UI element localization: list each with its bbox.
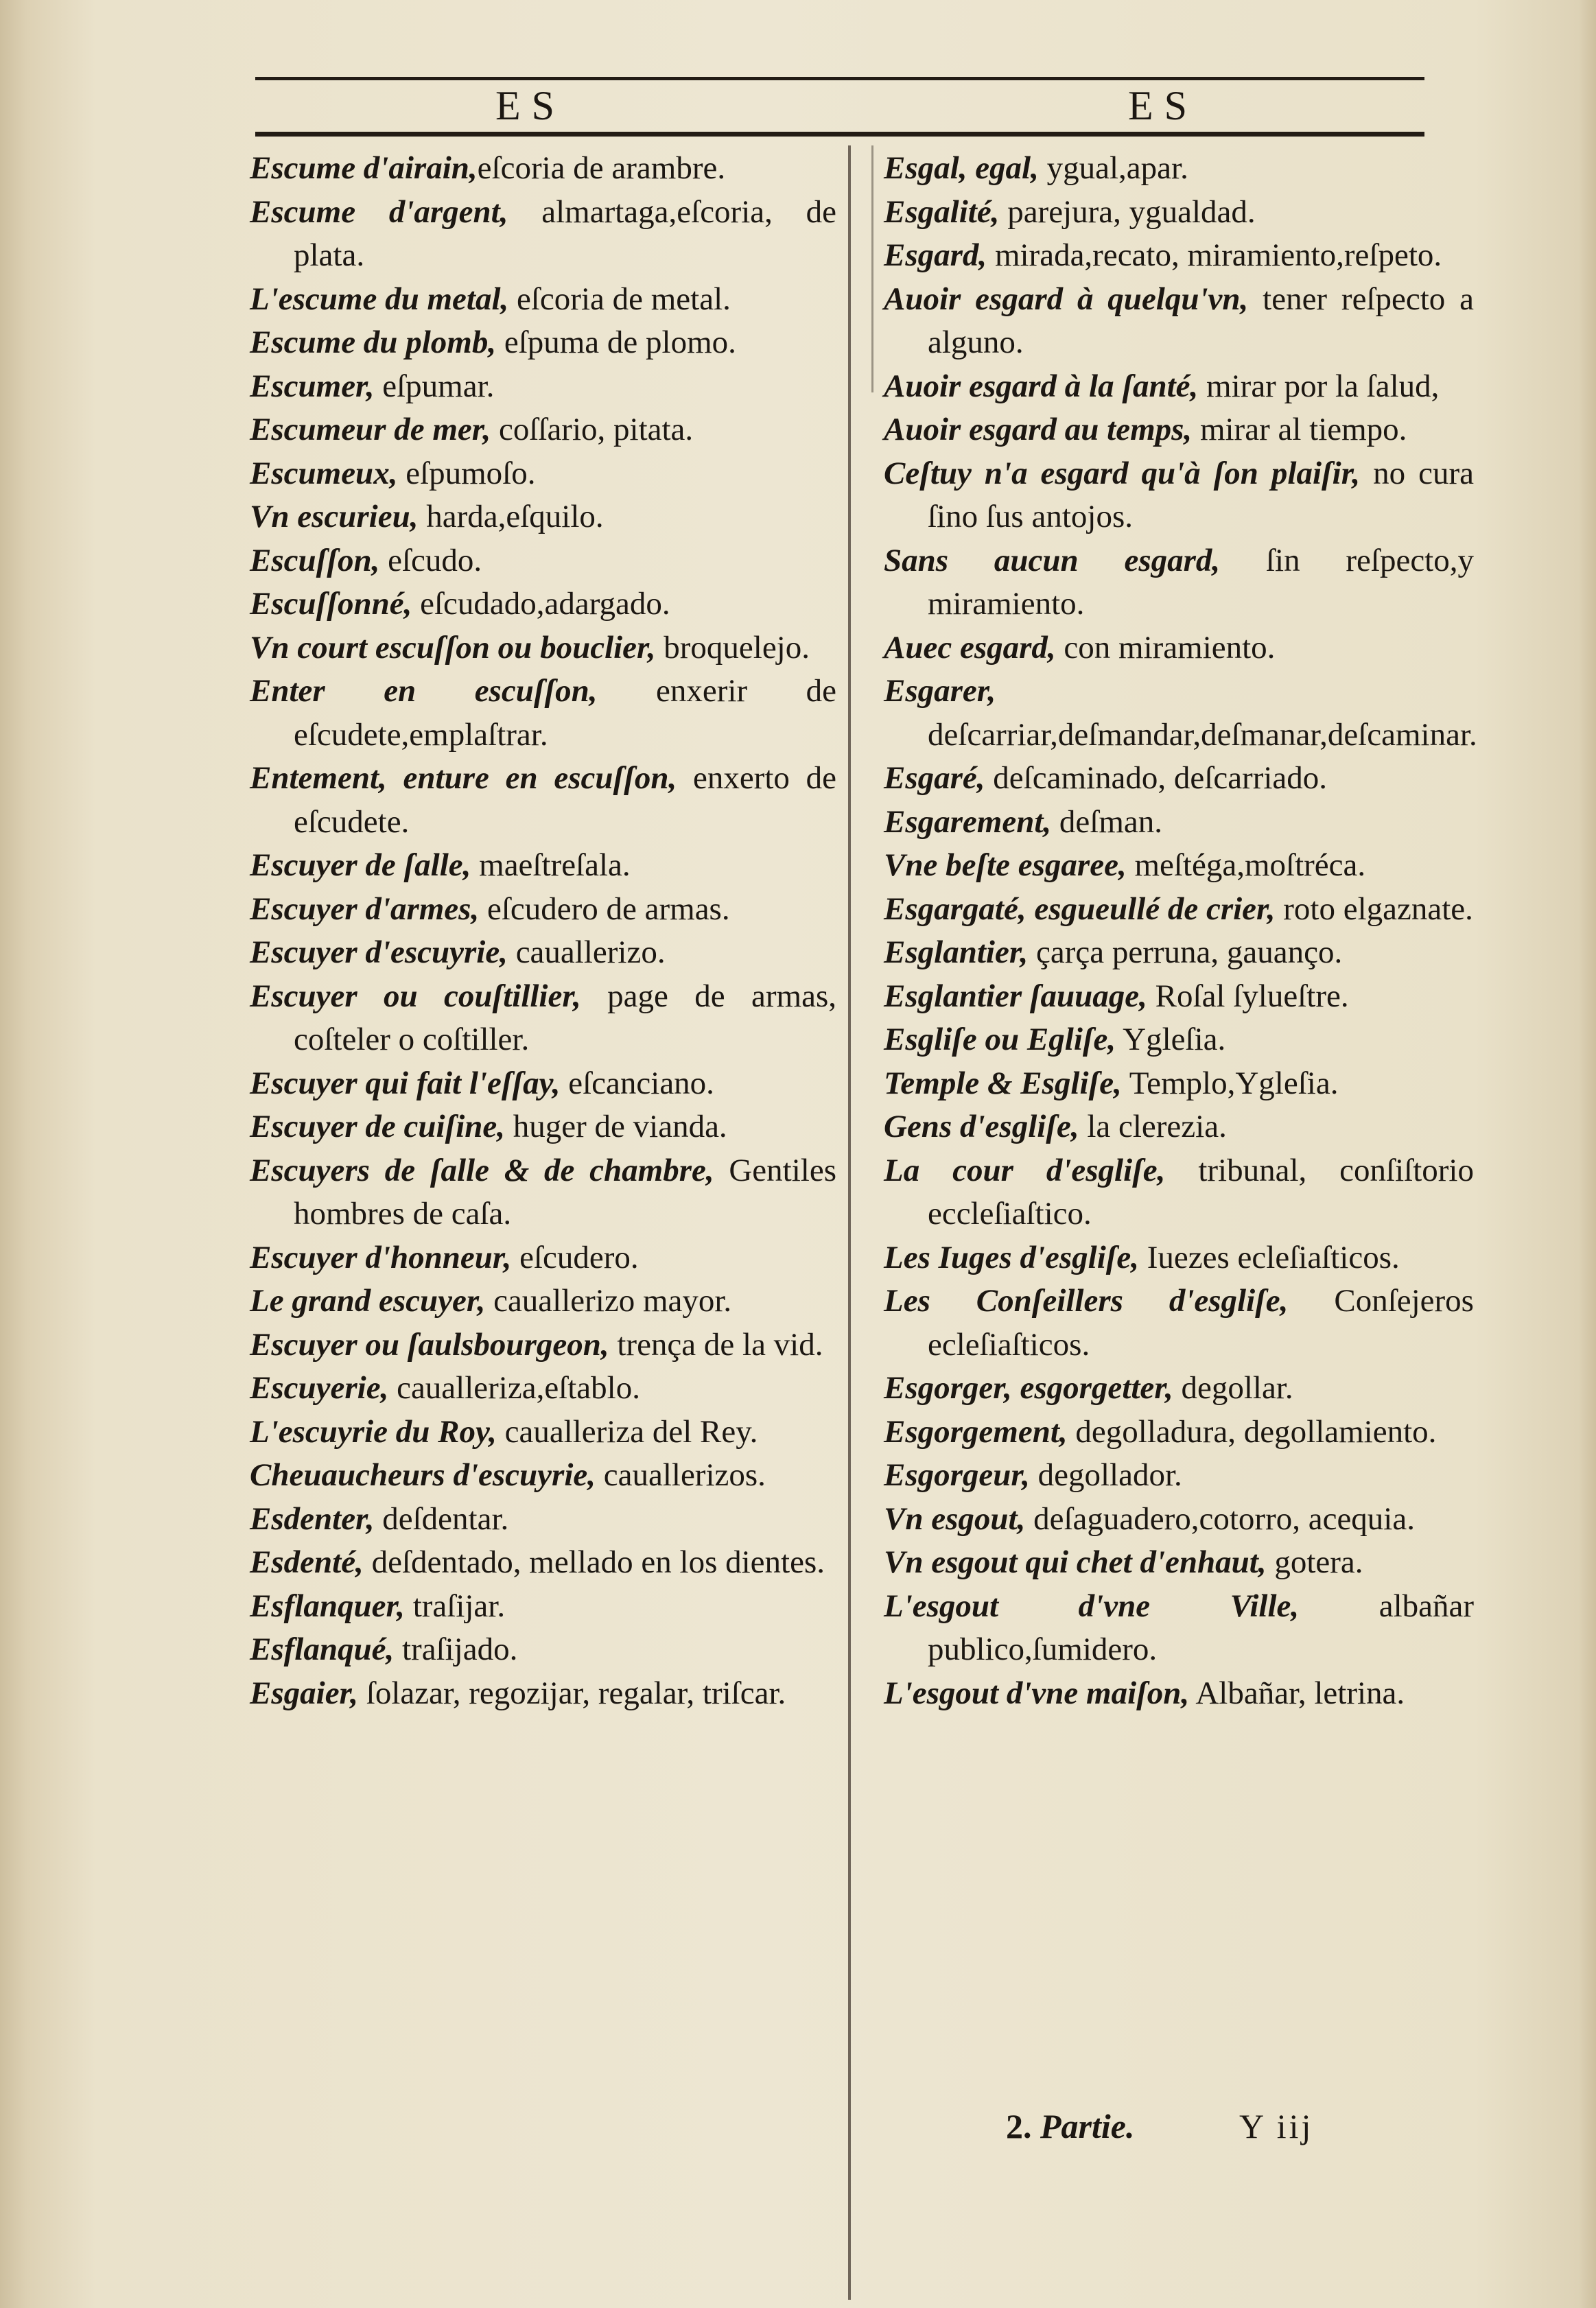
running-head-left: ES (495, 83, 566, 128)
entry-headword: L'escume du metal, (250, 281, 509, 317)
dictionary-entry (250, 191, 836, 278)
entry-headword: Esgargaté, esgueullé de crier, (884, 891, 1276, 927)
entry-headword: Esgarement, (884, 803, 1052, 840)
dictionary-entry (250, 1541, 836, 1585)
entry-translation: caualleriza,eſtablo. (388, 1370, 640, 1406)
entry-headword: Escuſſonné, (250, 586, 412, 622)
entry-headword: Escuyers de ſalle & de chambre, (250, 1152, 714, 1188)
entry-headword: Les Conſeillers d'esgliſe, (884, 1283, 1289, 1319)
entry-headword: Vn esgout, (884, 1500, 1026, 1537)
entry-translation: Templo,Ygleſia. (1121, 1065, 1339, 1101)
dictionary-entry (884, 1280, 1474, 1367)
entry-headword: Esglantier, (884, 934, 1029, 970)
entry-headword: Esgard, (884, 237, 987, 273)
entry-translation: trença de la vid. (609, 1326, 823, 1363)
entry-translation: maeſtreſala. (471, 847, 631, 883)
entry-translation: Conſejeros ecleſiaſticos. (928, 1283, 1474, 1363)
entry-headword: L'escuyrie du Roy, (250, 1413, 497, 1450)
entry-headword: Vne beſte esgaree, (884, 847, 1127, 883)
entry-headword: L'esgout d'vne Ville, (884, 1588, 1300, 1624)
dictionary-entry (250, 1149, 836, 1236)
entry-translation: no cura ſino ſus antojos. (928, 455, 1475, 534)
dictionary-entry (250, 278, 836, 322)
entry-translation: enxerto de eſcudete. (294, 760, 837, 840)
entry-headword: Vn esgout qui chet d'enhaut, (884, 1544, 1267, 1580)
dictionary-entry (884, 1236, 1474, 1280)
entry-translation: harda,eſquilo. (418, 499, 604, 534)
header-rule (255, 132, 1424, 137)
entry-translation: traſijado. (394, 1632, 518, 1667)
entry-headword: Gens d'esgliſe, (884, 1109, 1079, 1144)
entry-headword: Vn court escuſſon ou bouclier, (250, 629, 656, 666)
entry-headword: Esdenté, (250, 1544, 364, 1580)
entry-translation: eſcudo. (379, 542, 482, 578)
entry-headword: Vn escurieu, (250, 499, 419, 534)
entry-headword: L'esgout d'vne maiſon, (884, 1675, 1190, 1711)
entry-translation: eſcudero. (511, 1239, 639, 1275)
entry-translation: deſman. (1051, 803, 1163, 840)
entry-translation: çarça perruna, gauanço. (1028, 934, 1343, 970)
entry-headword: Esglantier ſauuage, (884, 978, 1147, 1014)
entry-translation: cauallerizo. (507, 934, 666, 970)
left-column (250, 147, 836, 1715)
right-column (884, 147, 1477, 1715)
entry-translation: meſtéga,moſtréca. (1126, 847, 1366, 883)
entry-headword: Esgliſe ou Egliſe, (884, 1022, 1116, 1057)
entry-headword: Escuyer d'honneur, (250, 1239, 512, 1275)
entry-headword: Auoir esgard à quelqu'vn, (884, 281, 1249, 317)
dictionary-entry (884, 1411, 1474, 1455)
margin-mark (871, 145, 873, 392)
entry-translation: broquelejo. (655, 629, 810, 666)
entry-translation: ygual,apar. (1038, 150, 1188, 186)
footer-part (1006, 2102, 1134, 2150)
entry-translation: deſcaminado, deſcarriado. (985, 760, 1328, 796)
dictionary-entry (884, 1585, 1474, 1672)
entry-headword: Esgalité, (884, 193, 1000, 230)
entry-headword: Les Iuges d'esgliſe, (884, 1239, 1140, 1275)
dictionary-entry (884, 975, 1474, 1019)
dictionary-entry (250, 931, 836, 975)
entry-translation: tener reſpecto a alguno. (928, 281, 1474, 360)
part-number: 2. (1006, 2107, 1032, 2145)
entry-translation: la clerezia. (1079, 1109, 1227, 1144)
entry-translation: mirar por la ſalud, (1198, 368, 1440, 404)
entry-translation: cauallerizos. (596, 1457, 766, 1493)
entry-translation: page de armas, coſteler o coſtiller. (294, 978, 836, 1057)
entry-translation: eſpuma de plomo. (496, 325, 736, 360)
entry-translation: traſijar. (404, 1588, 506, 1624)
dictionary-entry (884, 365, 1474, 409)
entry-headword: Escuyerie, (250, 1370, 389, 1406)
dictionary-entry (250, 452, 836, 496)
dictionary-entry (250, 1105, 836, 1149)
entry-translation: eſcudero de armas. (479, 891, 730, 927)
entry-translation: degollar. (1173, 1370, 1293, 1406)
dictionary-entry (884, 408, 1474, 452)
dictionary-entry (250, 1411, 836, 1455)
entry-headword: Enter en escuſſon, (250, 673, 598, 709)
signature-mark: Y iij (1239, 2107, 1314, 2145)
entry-translation: deſdentar. (374, 1500, 509, 1537)
entry-translation: Ygleſia. (1116, 1022, 1226, 1057)
entry-translation: deſcarriar,deſmandar,deſmanar,deſcaminar. (928, 716, 1477, 753)
dictionary-entry (250, 1367, 836, 1411)
entry-headword: Escumer, (250, 368, 375, 404)
dictionary-entry (250, 321, 836, 365)
entry-headword: Esgal, egal, (884, 150, 1039, 186)
entry-translation: ſin reſpecto,y miramiento. (928, 542, 1474, 622)
dictionary-entry (250, 888, 836, 932)
entry-translation: ſolazar, regozijar, regalar, triſcar. (358, 1675, 786, 1711)
entry-headword: Escuyer ou ſaulsbourgeon, (250, 1326, 609, 1363)
entry-headword: Escumeur de mer, (250, 412, 491, 447)
dictionary-entry (250, 1672, 836, 1716)
entry-translation: deſdentado, mellado en los dientes. (363, 1544, 825, 1580)
dictionary-entry (250, 626, 836, 670)
dictionary-entry (250, 147, 836, 191)
entry-translation: parejura, ygualdad. (999, 193, 1256, 230)
entry-translation: eſcanciano. (560, 1065, 714, 1101)
entry-headword: Cheuaucheurs d'escuyrie, (250, 1457, 596, 1493)
entry-headword: Escuyer ou couſtillier, (250, 978, 581, 1014)
dictionary-entry (884, 757, 1474, 801)
running-head-right: ES (1128, 83, 1199, 128)
entry-translation: huger de vianda. (505, 1109, 727, 1144)
entry-translation: coſſario, pitata. (491, 412, 694, 447)
entry-headword: Escuyer de cuiſine, (250, 1109, 506, 1144)
dictionary-entry (884, 278, 1474, 365)
entry-headword: Esgaier, (250, 1675, 359, 1711)
entry-headword: Esdenter, (250, 1500, 375, 1537)
dictionary-entry (884, 1498, 1474, 1542)
dictionary-entry (884, 844, 1474, 888)
dictionary-entry (884, 452, 1474, 539)
entry-headword: Le grand escuyer, (250, 1283, 486, 1319)
entry-headword: Esflanqué, (250, 1632, 395, 1667)
entry-headword: Auoir esgard à la ſanté, (884, 368, 1199, 404)
dictionary-entry (250, 1323, 836, 1367)
dictionary-entry (250, 1498, 836, 1542)
dictionary-entry (250, 975, 836, 1062)
entry-headword: Escume du plomb, (250, 325, 497, 360)
dictionary-entry (884, 234, 1474, 278)
dictionary-entry (884, 888, 1474, 932)
dictionary-entry (250, 495, 836, 539)
entry-headword: Escuſſon, (250, 542, 380, 578)
entry-headword: Esgaré, (884, 760, 985, 796)
entry-translation: Albañar, letrina. (1189, 1675, 1405, 1711)
dictionary-entry (250, 757, 836, 844)
entry-translation: Gentiles hombres de caſa. (294, 1152, 836, 1232)
dictionary-entry (250, 539, 836, 583)
entry-headword: Esgorgement, (884, 1413, 1068, 1450)
entry-headword: Escuyer qui fait l'eſſay, (250, 1065, 561, 1101)
dictionary-entry (250, 1062, 836, 1106)
dictionary-entry (250, 1236, 836, 1280)
entry-headword: Esgarer, (884, 673, 996, 709)
entry-headword: La cour d'esgliſe, (884, 1152, 1166, 1188)
entry-headword: Esgorger, esgorgetter, (884, 1370, 1173, 1406)
entry-headword: Esgorgeur, (884, 1457, 1030, 1493)
entry-headword: Esflanquer, (250, 1588, 405, 1624)
entry-headword: Escuyer d'armes, (250, 891, 480, 927)
dictionary-entry (250, 1628, 836, 1672)
dictionary-entry (884, 147, 1474, 191)
entry-headword: Escumeux, (250, 455, 398, 491)
entry-headword: Auoir esgard au temps, (884, 412, 1193, 447)
entry-translation: gotera. (1266, 1544, 1363, 1580)
entry-translation: albañar publico,ſumidero. (928, 1588, 1475, 1667)
dictionary-entry (884, 1541, 1474, 1585)
dictionary-entry (884, 1149, 1474, 1236)
entry-translation: roto elgaznate. (1275, 891, 1473, 927)
entry-translation: Iuezes ecleſiaſticos. (1139, 1239, 1400, 1275)
entry-headword: Auec esgard, (884, 629, 1056, 666)
dictionary-entry (250, 365, 836, 409)
entry-translation: eſcudado,adargado. (412, 586, 670, 622)
dictionary-entry (250, 408, 836, 452)
entry-translation: tribunal, conſiſtorio eccleſiaſtico. (928, 1152, 1474, 1232)
dictionary-entry (884, 1367, 1474, 1411)
dictionary-entry (884, 1105, 1474, 1149)
entry-headword: Ceſtuy n'a esgard qu'à ſon plaiſir, (884, 455, 1361, 491)
dictionary-entry (884, 801, 1474, 845)
entry-translation: mirar al tiempo. (1192, 412, 1407, 447)
dictionary-entry (884, 1018, 1474, 1062)
entry-translation: enxerir de eſcudete,emplaſtrar. (294, 673, 836, 753)
dictionary-entry (884, 1454, 1474, 1498)
dictionary-entry (884, 626, 1474, 670)
dictionary-entry (884, 1672, 1474, 1716)
entry-translation: almartaga,eſcoria, de plata. (294, 193, 836, 273)
entry-translation: eſpumoſo. (397, 455, 536, 491)
entry-translation: caualleriza del Rey. (496, 1413, 758, 1450)
dictionary-entry (884, 931, 1474, 975)
entry-headword: Sans aucun esgard, (884, 542, 1221, 578)
dictionary-entry (250, 1585, 836, 1629)
top-rule (255, 77, 1424, 80)
dictionary-entry (884, 191, 1474, 235)
entry-headword: Escuyer d'escuyrie, (250, 934, 508, 970)
entry-translation: mirada,recato, miramiento,reſpeto. (987, 237, 1442, 273)
entry-translation: con miramiento. (1055, 629, 1276, 666)
entry-headword: Temple & Esgliſe, (884, 1065, 1122, 1101)
dictionary-entry (250, 844, 836, 888)
entry-translation: cauallerizo mayor. (485, 1283, 732, 1319)
entry-translation: degolladura, degollamiento. (1067, 1413, 1437, 1450)
entry-translation: eſcoria de arambre. (477, 150, 726, 186)
entry-translation: eſcoria de metal. (508, 281, 731, 317)
entry-translation: eſpumar. (374, 368, 495, 404)
entry-headword: Escume d'airain, (250, 150, 478, 186)
dictionary-entry (250, 1280, 836, 1323)
entry-headword: Escume d'argent, (250, 193, 508, 230)
entry-translation: Roſal ſylueſtre. (1147, 978, 1349, 1014)
entry-headword: Escuyer de ſalle, (250, 847, 471, 883)
dictionary-entry (884, 539, 1474, 626)
dictionary-entry (250, 670, 836, 757)
column-divider (848, 145, 851, 2300)
dictionary-entry (884, 670, 1477, 757)
entry-translation: degollador. (1029, 1457, 1182, 1493)
entry-headword: Entement, enture en escuſſon, (250, 760, 677, 796)
dictionary-entry (884, 1062, 1474, 1106)
dictionary-entry (250, 1454, 836, 1498)
part-label: Partie. (1040, 2107, 1135, 2145)
dictionary-entry (250, 582, 836, 626)
entry-translation: deſaguadero,cotorro, acequia. (1025, 1500, 1415, 1537)
